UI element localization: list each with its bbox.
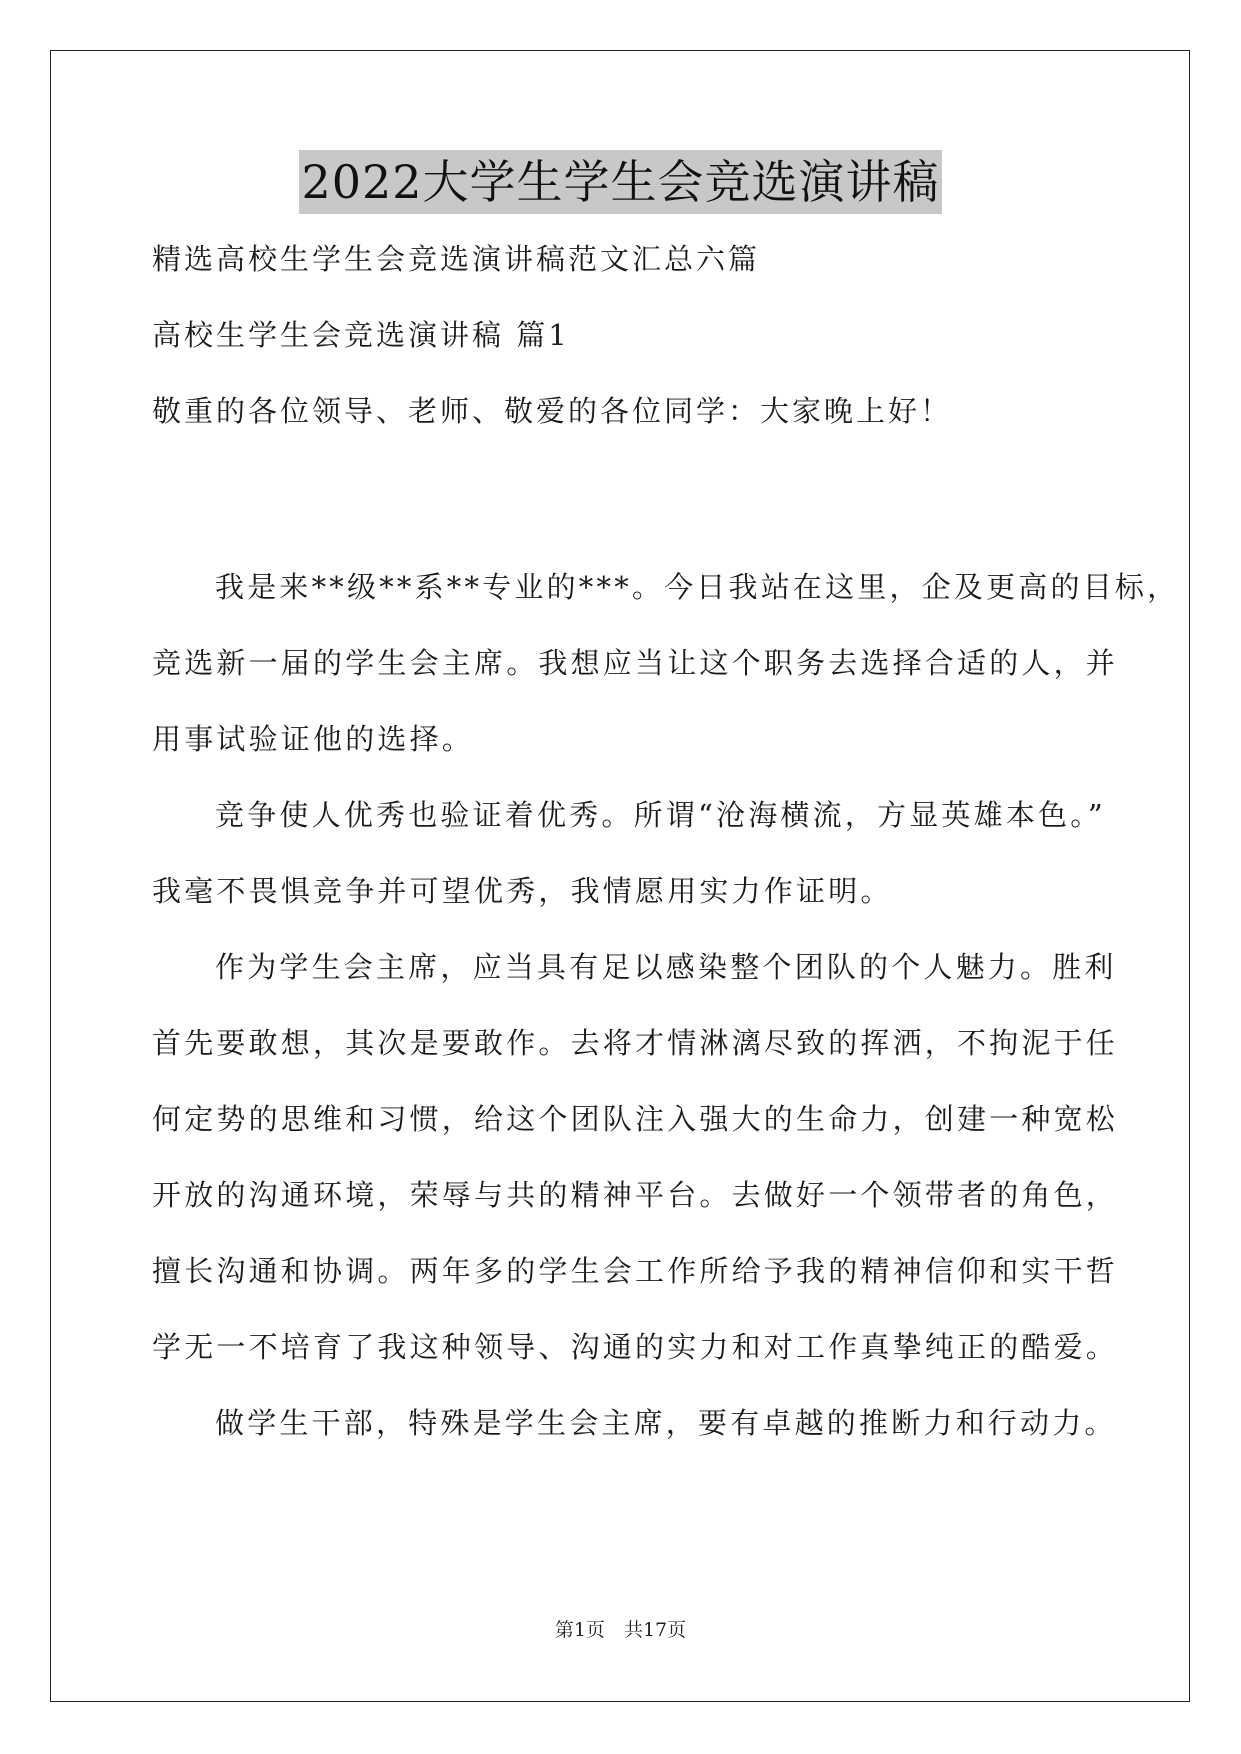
greeting: 敬重的各位领导、老师、敬爱的各位同学：大家晚上好！ (152, 394, 953, 428)
section-heading: 高校生学生会竞选演讲稿 篇1 (152, 318, 570, 352)
paragraph-line: 开放的沟通环境，荣辱与共的精神平台。去做好一个领带者的角色， (152, 1178, 1119, 1212)
document-title: 2022大学生学生会竞选演讲稿 (299, 150, 941, 214)
title-container (0, 150, 1241, 214)
paragraph-line: 首先要敢想，其次是要敢作。去将才情淋漓尽致的挥洒，不拘泥于任 (152, 1026, 1119, 1060)
paragraph-line: 何定势的思维和习惯，给这个团队注入强大的生命力，创建一种宽松 (152, 1102, 1119, 1136)
paragraph-line: 用事试验证他的选择。 (152, 722, 475, 756)
paragraph-line: 竞争使人优秀也验证着优秀。所谓“沧海横流，方显英雄本色。” (215, 798, 1106, 832)
document-subtitle: 精选高校生学生会竞选演讲稿范文汇总六篇 (152, 242, 761, 276)
paragraph-line: 竞选新一届的学生会主席。我想应当让这个职务去选择合适的人，并 (152, 646, 1119, 680)
paragraph-line: 做学生干部，特殊是学生会主席，要有卓越的推断力和行动力。 (215, 1406, 1117, 1440)
paragraph-line: 我毫不畏惧竞争并可望优秀，我情愿用实力作证明。 (152, 874, 893, 908)
paragraph-line: 作为学生会主席，应当具有足以感染整个团队的个人魅力。胜利 (215, 950, 1117, 984)
paragraph-line: 擅长沟通和协调。两年多的学生会工作所给予我的精神信仰和实干哲 (152, 1254, 1119, 1288)
paragraph-line: 学无一不培育了我这种领导、沟通的实力和对工作真挚纯正的酷爱。 (152, 1330, 1119, 1364)
page-number-footer: 第1页 共17页 (554, 1619, 687, 1641)
paragraph-line: 我是来**级**系**专业的***。今日我站在这里，企及更高的目标， (215, 570, 1180, 604)
